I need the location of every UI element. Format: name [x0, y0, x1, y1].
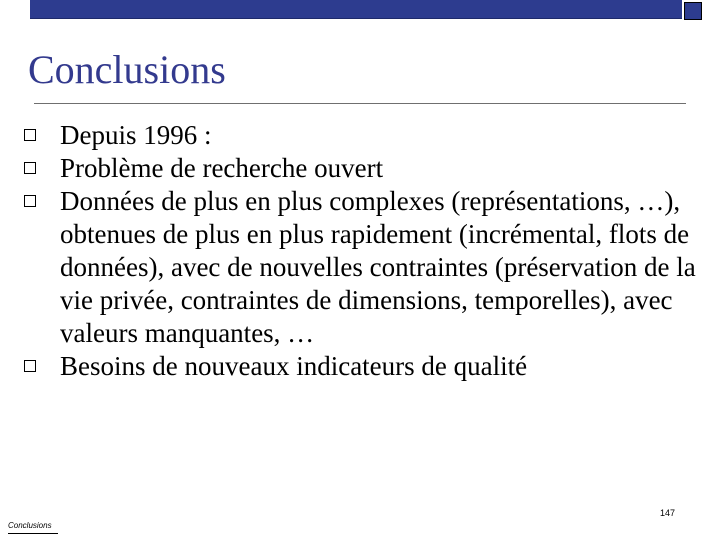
footer-divider [8, 533, 58, 534]
header-accent-square [684, 2, 702, 20]
footer-section-label: Conclusions [8, 521, 52, 530]
bullet-text: Problème de recherche ouvert [60, 153, 384, 183]
page-number: 147 [660, 508, 676, 518]
bullet-text: Données de plus en plus complexes (représentations, …), obtenues de plus en plus rapidement (incrémental, flots de données), avec de nouvelles contraintes (préservation de la vie privée, contraintes de dimensions, temporelles), avec valeurs manquantes, … [60, 186, 696, 348]
bullet-item [0, 152, 700, 185]
slide-title: Conclusions [28, 47, 226, 92]
title-divider [34, 103, 686, 104]
bullet-item [0, 350, 700, 383]
bullet-item [0, 185, 700, 350]
bullet-list [0, 119, 720, 383]
square-bullet-icon [24, 360, 36, 372]
bullet-text: Depuis 1996 : [60, 120, 212, 150]
square-bullet-icon [24, 162, 36, 174]
bullet-text: Besoins de nouveaux indicateurs de qualité [60, 351, 528, 381]
header-accent-bar [30, 0, 682, 19]
bullet-item [0, 119, 700, 152]
square-bullet-icon [24, 129, 36, 141]
square-bullet-icon [24, 195, 36, 207]
